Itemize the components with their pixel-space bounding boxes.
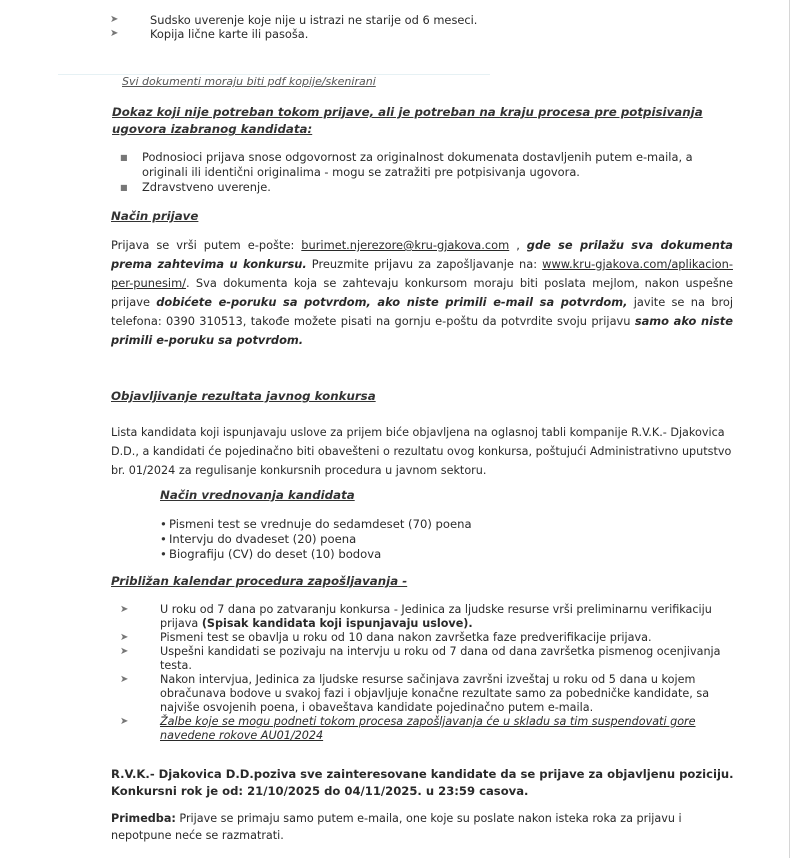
list-item: ■ Podnosioci prijava snose odgovornost za originalnost dokumenata dostavljenih putem e-maila, a originali ili identični originalima - mogu se zatražiti pre potpisivanja ugovora. xyxy=(120,150,693,179)
arrow-bullet-icon: ➤ xyxy=(120,604,129,615)
list-item: • Intervju do dvadeset (20) poena xyxy=(160,532,357,546)
dot-bullet-icon: • xyxy=(160,517,167,531)
closing-statement: R.V.K.- Djakovica D.D.poziva sve zainteresovane kandidate da se prijave za objavljenu poziciju. Konkursni rok je od: 21/10/2025 do 04/11/2025. u 23:59 casova. xyxy=(111,767,734,798)
evaluation-heading: Način vrednovanja kandidata xyxy=(160,488,355,502)
application-paragraph: Prijava se vrši putem e-pošte: burimet.njerezore@kru-gjakova.com , gde se prilažu sva dokumenta prema zahtevima u konkursu. Preuzmite prijavu za zapošljavanje na: www.kru-gjakova.com/aplikacion-per-punesim/. Sva dokumenta koja se zahtevaju konkursom moraju biti poslata mejlom, nakon uspešne prijave dobićete e-poruku sa potvrdom, ako niste primili e-mail sa potvrdom, javite se na broj telefona: 0390 310513, takođe možete pisati na gornju e-poštu da potvrdite svoju prijavu samo ako niste primili e-poruku sa potvrdom. xyxy=(111,238,734,347)
list-item: ➤ U roku od 7 dana po zatvaranju konkursa - Jedinica za ljudske resurse vrši preliminarnu verifikaciju prijava (Spisak kandidata koji ispunjavaju uslove). xyxy=(120,603,712,630)
square-bullet-icon: ■ xyxy=(120,183,128,192)
list-item: ➤ Kopija lične karte ili pasoša. xyxy=(110,27,309,41)
list-item: ➤ Sudsko uverenje koje nije u istrazi ne starije od 6 meseci. xyxy=(110,13,478,27)
proof-heading: Dokaz koji nije potreban tokom prijave, ali je potreban na kraju procesa pre potpisivanja ugovora izabranog kandidata: xyxy=(112,105,703,136)
email-link[interactable]: burimet.njerezore@kru-gjakova.com xyxy=(301,238,510,252)
list-item: • Pismeni test se vrednuje do sedamdeset (70) poena xyxy=(160,517,472,531)
evaluation-list xyxy=(160,517,560,562)
pdf-note: Svi dokumenti moraju biti pdf kopije/skenirani xyxy=(122,75,376,88)
list-item: ➤ Žalbe koje se mogu podneti tokom procesa zapošljavanja će u skladu sa tim suspendovati gore navedene rokove AU01/2024 xyxy=(120,715,696,742)
list-item: ➤ Pismeni test se obavlja u roku od 10 dana nakon završetka faze predverifikacije prijava. xyxy=(120,631,652,644)
results-heading: Objavljivanje rezultata javnog konkursa xyxy=(111,389,376,403)
arrow-bullet-icon: ➤ xyxy=(120,674,129,685)
list-item: • Biografiju (CV) do deset (10) bodova xyxy=(160,547,382,561)
square-bullet-icon: ■ xyxy=(120,153,128,162)
proof-list xyxy=(112,150,722,195)
dot-bullet-icon: • xyxy=(160,532,167,546)
remark: Primedba: Prijave se primaju samo putem e-maila, one koje su poslate nakon isteka roka za prijavu i nepotpune neće se razmatrati. xyxy=(111,812,682,842)
application-url-link[interactable]: www.kru-gjakova.com/aplikacion-per-punesim/ xyxy=(111,257,733,290)
page-edge-line xyxy=(789,0,790,858)
application-heading: Način prijave xyxy=(111,209,199,223)
calendar-list xyxy=(110,603,740,743)
arrow-bullet-icon: ➤ xyxy=(120,646,129,657)
list-item: ➤ Nakon intervjua, Jedinica za ljudske resurse sačinjava završni izveštaj u roku od 5 dana u kojem obračunava bodove u svakoj fazi i objavljuje konačne rezultate samo za pobedničke kandidate, sa najviše osvojenih poena, i obaveštava kandidate pojedinačno putem e-maila. xyxy=(120,673,710,714)
dot-bullet-icon: • xyxy=(160,547,167,561)
results-paragraph: Lista kandidata koji ispunjavaju uslove za prijem biće objavljena na oglasnoj tabli kompanije R.V.K.- Djakovica D.D., a kandidati će pojedinačno biti obavešteni o rezultatu ovog konkursa, poštujući Administrativno uputstvo br. 01/2024 za regulisanje konkursnih procedura u javnom sektoru. xyxy=(111,426,732,477)
arrow-bullet-icon: ➤ xyxy=(110,14,119,25)
list-item: ■ Zdravstveno uverenje. xyxy=(120,180,271,194)
arrow-bullet-icon: ➤ xyxy=(110,28,119,39)
arrow-bullet-icon: ➤ xyxy=(120,632,129,643)
calendar-heading: Približan kalendar procedura zapošljavanja - xyxy=(111,574,408,588)
list-item: ➤ Uspešni kandidati se pozivaju na intervju u roku od 7 dana od dana završetka pismenog ocenjivanja testa. xyxy=(120,645,721,672)
required-documents-list xyxy=(100,13,700,41)
arrow-bullet-icon: ➤ xyxy=(120,716,129,727)
